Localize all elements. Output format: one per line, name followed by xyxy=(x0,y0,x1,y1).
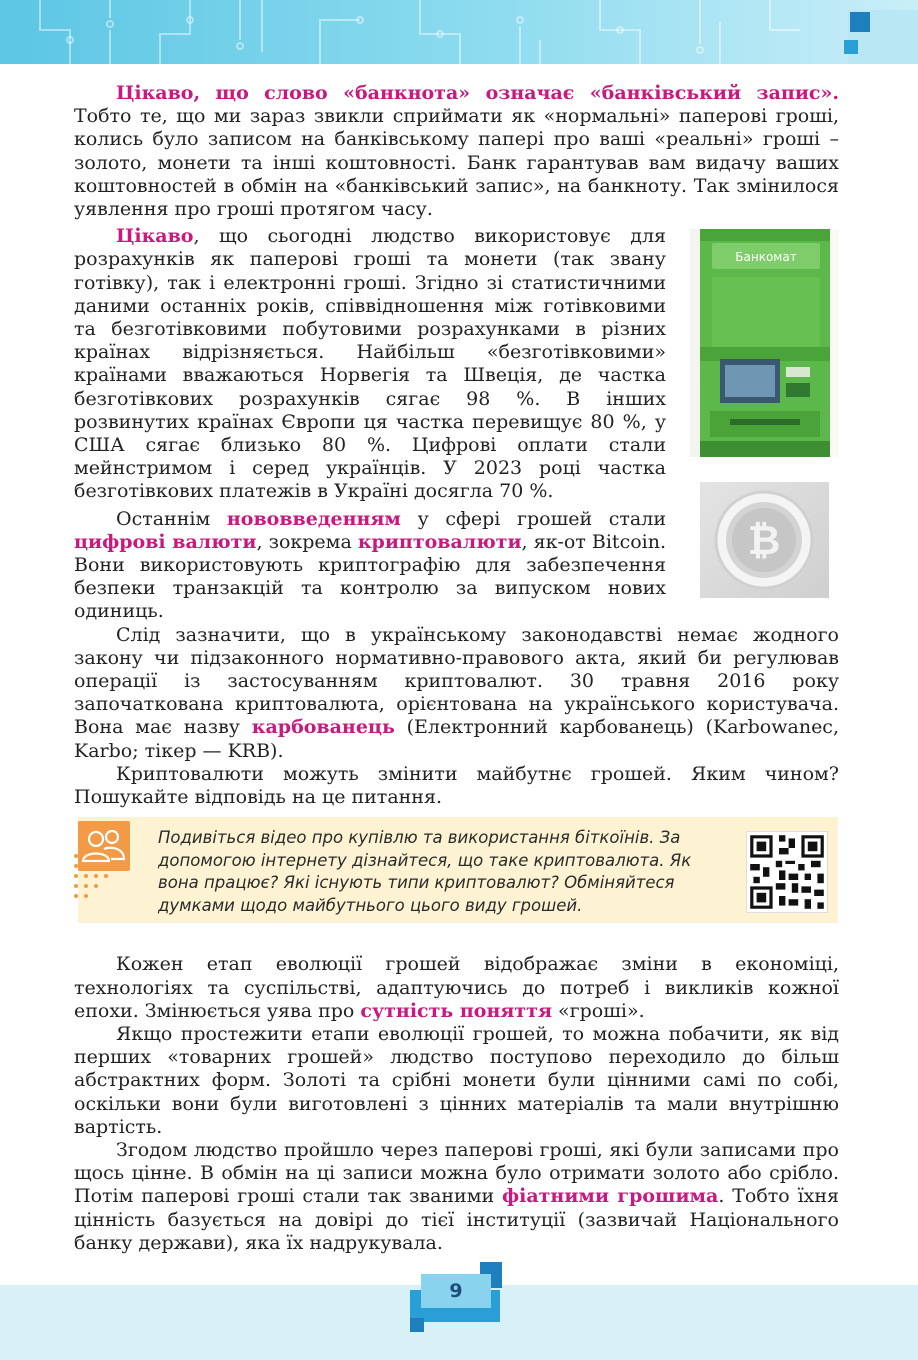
highlight-term: Цікаво, що слово «банкнота» означає «банківський запис». xyxy=(116,82,839,104)
highlight-term: сутність поняття xyxy=(360,999,552,1022)
highlight-term: фіатними грошима xyxy=(502,1185,719,1208)
highlight-term: карбованець xyxy=(251,716,395,739)
qr-code-icon[interactable] xyxy=(746,831,828,913)
bitcoin-image xyxy=(700,482,829,598)
highlight-term: криптовалюти xyxy=(357,530,522,553)
highlight-term: Цікаво xyxy=(116,225,194,248)
atm-icon xyxy=(690,229,839,457)
paragraph-commodity-money: Якщо простежити етапи еволюції грошей, то можна побачити, як від перших «товарних грошей» людство поступово переходило до більш абстрактних форм. Золоті та срібні монети були цінними самі по собі, оскільки вони були виготовлені з цінних матеріалів та мали внутрішню вартість. xyxy=(74,1022,839,1138)
atm-sign-text: Банкомат xyxy=(735,250,797,264)
paragraph-cashless: Цікаво, що сьогодні людство використовує для розрахунків як паперові гроші та монети (так звану готівку), так і електронні гроші. Згідно зі статистичними даними останніх років, співвідношення між готівковими та безготівковими побутовими розрахунками в різних країнах відрізняється. Найбільш «безготівковими» країнами вважаються Норвегія та Швеція, де частка безготівкових розрахунків сягає 98 %. В інших розвинутих країнах Європи ця частка перевищує 80 %, у США сягає близько 80 %. Цифрові оплати стали мейнстримом і серед українців. У 2023 році частка безготівкових платежів в Україні досягла 70 %. xyxy=(74,225,666,503)
paragraph-crypto: Останнім нововведенням у сфері грошей стали цифрові валюти, зокрема криптовалюти, як-от Bitcoin. Вони використовують криптографію для забезпечення безпеки транзакцій та контролю за випуском нових одиниць. xyxy=(74,507,667,623)
highlight-term: нововведенням xyxy=(226,507,401,530)
group-discussion-icon xyxy=(78,821,130,871)
paragraph-banknote: Цікаво, що слово «банкнота» означає «банківський запис». Тобто те, що ми зараз звикли сприймати як «нормальні» паперові гроші, колись було записом на банківському папері про ваші «реальні» гроші – золото, монети та інші коштовності. Банк гарантував вам видачу ваших коштовностей в обмін на «банківський запис», на банкноту. Так змінилося уявлення про гроші протягом часу. xyxy=(74,82,839,221)
page-number: 9 xyxy=(421,1274,491,1308)
atm-image xyxy=(690,229,839,457)
bitcoin-coin-icon xyxy=(700,482,829,598)
top-decorative-band xyxy=(0,0,918,64)
task-box xyxy=(78,817,838,923)
highlight-term: цифрові валюти xyxy=(74,530,257,553)
decor-square xyxy=(844,40,858,54)
decor-square xyxy=(410,1318,424,1332)
paragraph-evolution: Кожен етап еволюції грошей відображає зміни в економіці, технологіях та суспільстві, адаптуючись до потреб і викликів кожної епохи. Змінюється уява про сутність поняття «гроші». xyxy=(74,953,839,1022)
paragraph-fiat-money: Згодом людство пройшло через паперові гроші, які були записами про щось цінне. В обмін на ці записи можна було отримати золото або срібло. Потім паперові гроші стали так званими фіатними грошима. Тобто їхня цінність базується на довірі до тієї інституції (зазвичай Національного банку держави), яка їх надрукувала. xyxy=(74,1138,840,1254)
circuit-pattern-icon xyxy=(0,0,918,64)
svg-text:₿: ₿ xyxy=(747,518,781,564)
task-text: Подивіться відео про купівлю та використання біткоїнів. За допомогою інтернету дізнайтеся, що таке криптовалюта. Як вона працює? Які існують типи криптовалют? Обміняйтеся думками щодо майбутнього цього виду грошей. xyxy=(158,828,692,915)
paragraph-legislation: Слід зазначити, що в українському законодавстві немає жодного закону чи підзаконного нормативно-правового акта, який би регулював операції із застосуванням криптовалют. 30 травня 2016 року започаткована криптовалюта, орієнтована на українського користувача. Вона має назву карбованець (Електронний карбованець) (Karbowanec, Karbo; тікер — KRB). xyxy=(74,623,839,762)
paragraph-future: Криптовалюти можуть змінити майбутнє грошей. Яким чином? Пошукайте відповідь на це питання. xyxy=(74,762,839,809)
decor-square xyxy=(850,12,870,32)
